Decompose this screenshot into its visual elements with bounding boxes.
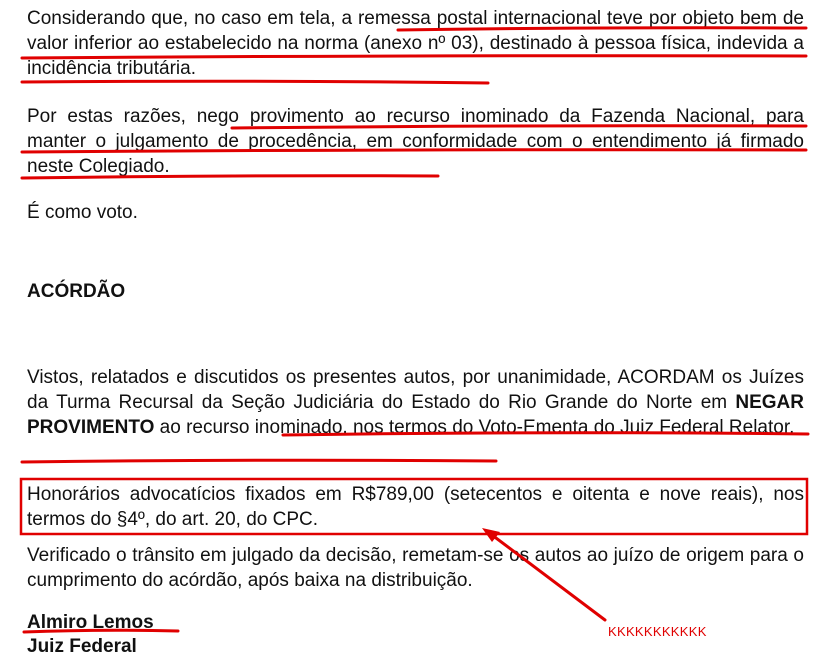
signature-title: Juiz Federal [27,636,137,657]
underline-p4-line4 [22,460,496,462]
paragraph-remessa-postal: Considerando que, no caso em tela, a remessa postal internacional teve por objeto bem de valor inferior ao estabelecido na norma (anexo nº 03), destinado à pessoa física, indevida a incidência tributária. [27,8,804,79]
paragraph-transito-julgado: Verificado o trânsito em julgado da decisão, remetam-se os autos ao juízo de origem para o cumprimento do acórdão, após baixa na distribuição. [27,545,804,591]
signature-name: Almiro Lemos [27,612,154,633]
red-annotation-note: KKKKKKKKKKK [608,624,707,639]
paragraph-razoes: Por estas razões, nego provimento ao recurso inominado da Fazenda Nacional, para manter o julgamento de procedência, em conformidade com o entendimento já firmado neste Colegiado. [27,106,804,177]
underline-p1-line3 [22,81,488,83]
paragraph-honorarios: Honorários advocatícios fixados em R$789,00 (setecentos e oitenta e nove reais), nos termos do §4º, do art. 20, do CPC. [27,484,804,530]
section-heading-acordao: ACÓRDÃO [27,281,126,302]
acordam-text-start: Vistos, relatados e discutidos os presentes autos, por unanimidade, ACORDAM os Juízes da Turma Recursal da Seção Judiciária do Estado do Rio Grande do Norte em [27,367,804,413]
paragraph-acordam [27,365,804,440]
acordam-text-end: ao recurso inominado, nos termos do Voto-Ementa do Juiz Federal Relator. [154,417,795,438]
acordam-decision: NEGAR PROVIMENTO [27,392,804,438]
paragraph-como-voto: É como voto. [27,202,138,223]
